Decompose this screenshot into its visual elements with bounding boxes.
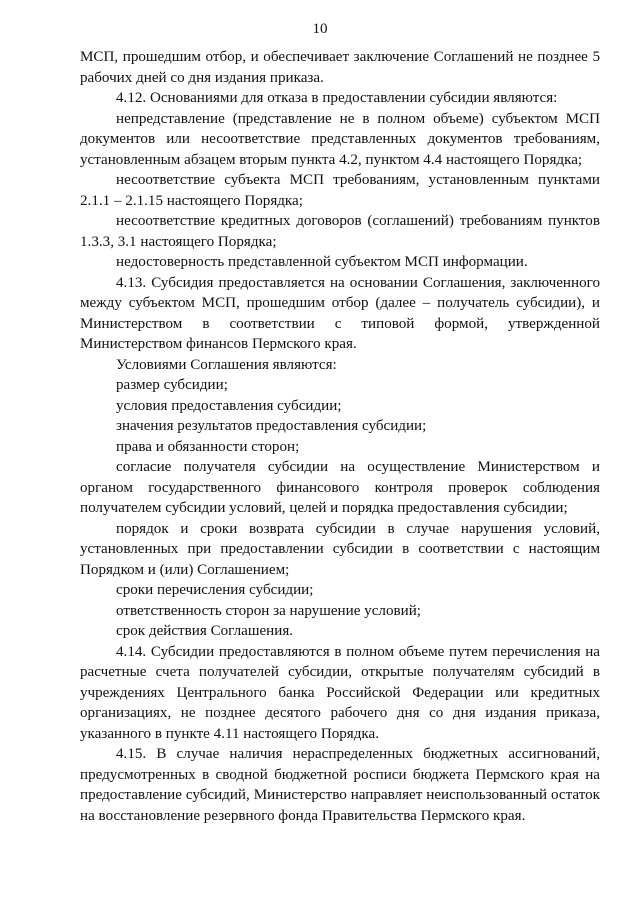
paragraph-4-13: 4.13. Субсидия предоставляется на основании Соглашения, заключенного между субъектом МСП, прошедшим отбор (далее – получатель субсидии), и Министерством в соответствии с типовой формой, утвержденной Министерством финансов Пермского края. [80, 274, 600, 352]
paragraph-continuation: МСП, прошедшим отбор, и обеспечивает заключение Соглашений не позднее 5 рабочих дней со дня издания приказа. [80, 49, 600, 86]
paragraph-condition-5: согласие получателя субсидии на осуществление Министерством и органом государственного финансового контроля проверок соблюдения получателем субсидии условий, целей и порядка предоставления субсидии; [80, 459, 600, 516]
paragraph-refusal-reason-1: непредставление (представление не в полном объеме) субъектом МСП документов или несоответствие представленных документов требованиям, установленным абзацем вторым пункта 4.2, пунктом 4.4 настоящего Порядка; [80, 110, 600, 168]
page-number: 10 [312, 21, 328, 37]
paragraph-condition-4: права и обязанности сторон; [116, 438, 300, 455]
paragraph-condition-3: значения результатов предоставления субсидии; [116, 418, 427, 434]
paragraph-condition-6: порядок и сроки возврата субсидии в случае нарушения условий, установленных при предоставлении субсидии в соответствии с настоящим Порядком и (или) Соглашением; [80, 520, 600, 578]
paragraph-condition-7: сроки перечисления субсидии; [116, 582, 314, 598]
paragraph-refusal-reason-2: несоответствие субъекта МСП требованиям, установленным пунктами 2.1.1 – 2.1.15 настоящего Порядка; [80, 172, 600, 209]
paragraph-condition-2: условия предоставления субсидии; [116, 397, 342, 414]
paragraph-agreement-conditions-heading: Условиями Соглашения являются: [116, 356, 337, 373]
paragraph-condition-8: ответственность сторон за нарушение условий; [116, 602, 421, 619]
paragraph-4-12-heading: 4.12. Основаниями для отказа в предоставлении субсидии являются: [116, 90, 558, 106]
document-body [80, 47, 600, 826]
paragraph-refusal-reason-3: несоответствие кредитных договоров (соглашений) требованиям пунктов 1.3.3, 3.1 настоящего Порядка; [80, 213, 600, 250]
paragraph-condition-1: размер субсидии; [116, 377, 228, 393]
paragraph-condition-9: срок действия Соглашения. [116, 623, 294, 639]
paragraph-refusal-reason-4: недостоверность представленной субъектом МСП информации. [116, 254, 528, 270]
paragraph-4-14: 4.14. Субсидии предоставляются в полном объеме путем перечисления на расчетные счета получателей субсидии, открытые получателям субсидий в учреждениях Центрального банка Российской Федерации или кредитных организациях, не позднее десятого рабочего дня со дня издания приказа, указанного в пункте 4.11 настоящего Порядка. [80, 643, 600, 742]
paragraph-4-15: 4.15. В случае наличия нераспределенных бюджетных ассигнований, предусмотренных в сводной бюджетной росписи бюджета Пермского края на предоставление субсидий, Министерство направляет неиспользованный остаток на восстановление резервного фонда Правительства Пермского края. [80, 746, 600, 824]
